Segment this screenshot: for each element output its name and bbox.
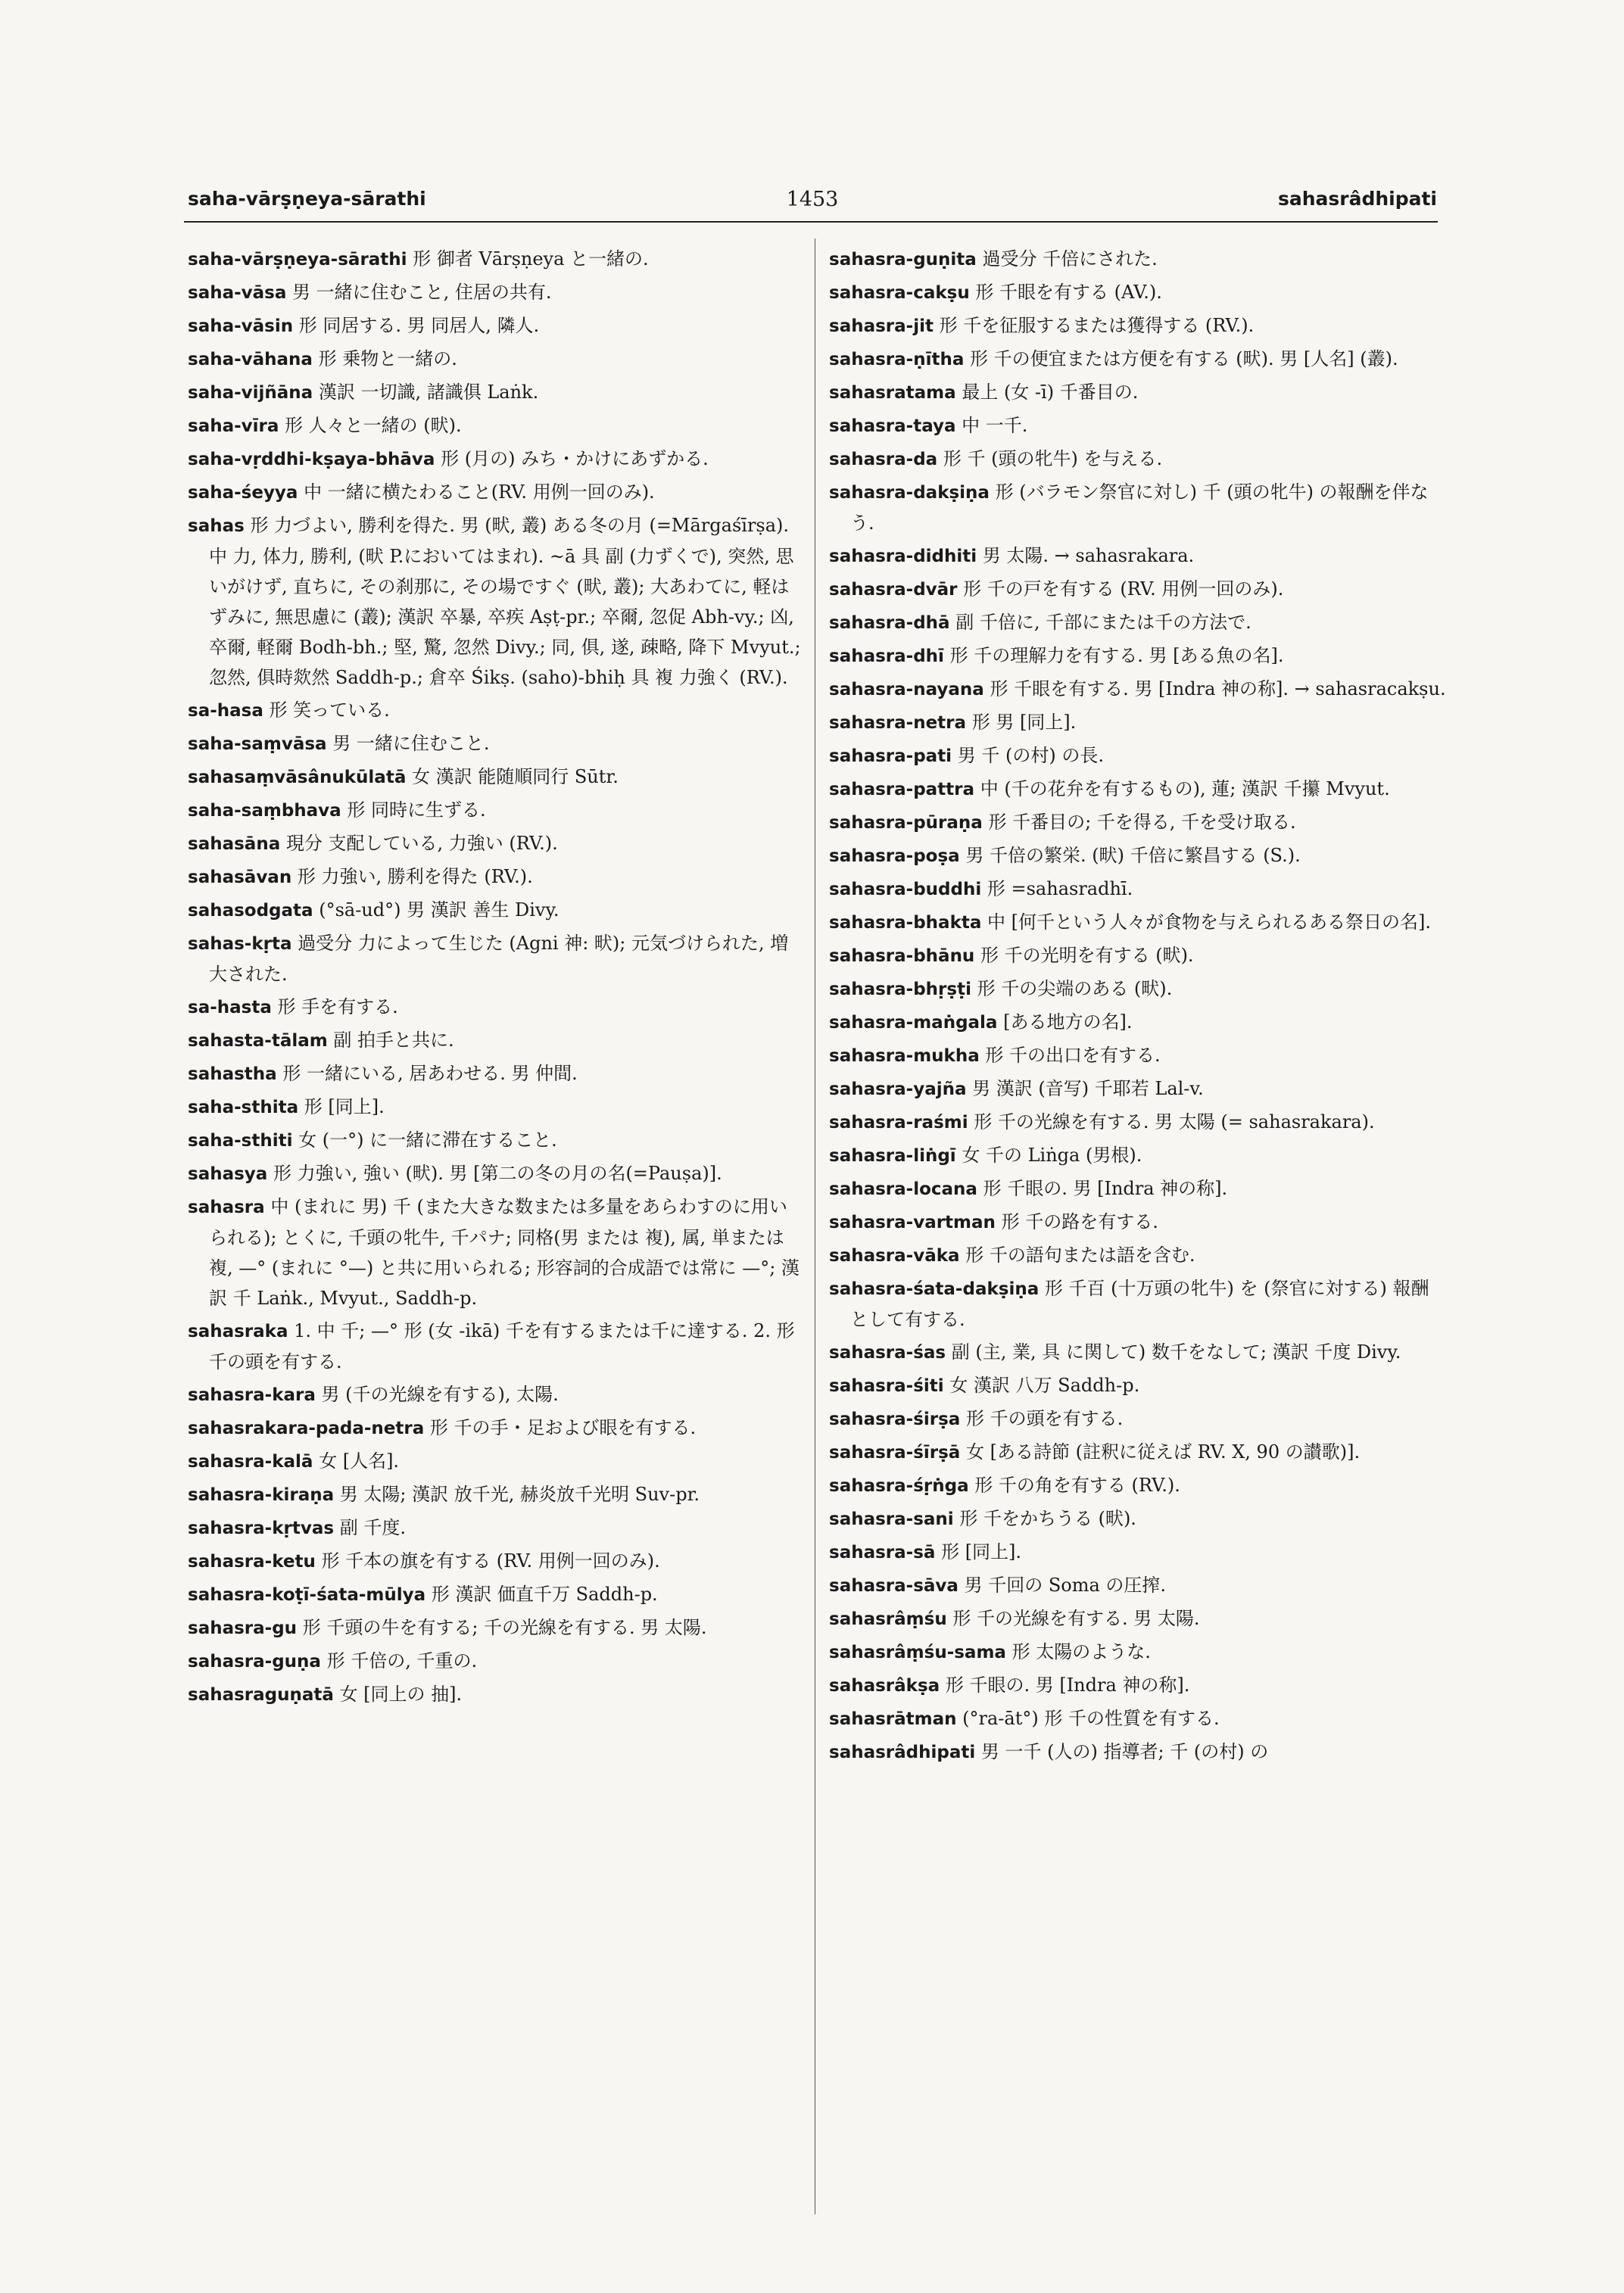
dictionary-entry [829, 410, 1446, 441]
entry-definition: 男 太陽; 漢訳 放千光, 赫炎放千光明 Suv-pr. [339, 1484, 700, 1505]
dictionary-entry [188, 1158, 805, 1189]
dictionary-entry [829, 1273, 1446, 1335]
entry-headword: sahas-kṛta [188, 934, 292, 954]
entry-headword: sahasta-tālam [188, 1031, 328, 1051]
entry-definition: 現分 支配している, 力強い (RV.). [285, 833, 558, 854]
entry-definition: 形 千頭の牛を有する; 千の光線を有する. 男 太陽. [302, 1617, 707, 1638]
entry-definition: 女 千の Liṅga (男根). [962, 1145, 1142, 1166]
dictionary-entry [829, 1173, 1446, 1204]
entry-definition: 形 千の理解力を有する. 男 [ある魚の名]. [949, 645, 1284, 666]
entry-headword: sahasra-kara [188, 1385, 316, 1405]
dictionary-entry [188, 695, 805, 726]
dictionary-entry [188, 1446, 805, 1477]
dictionary-entry [188, 477, 805, 508]
entry-definition: 男 太陽. → sahasrakara. [982, 545, 1195, 566]
entry-headword: sahasrâdhipati [829, 1743, 976, 1762]
right-column [829, 244, 1446, 1770]
entry-definition: 形 笑っている. [269, 699, 390, 721]
entry-definition: 形 千の便宜または方便を有する (畎). 男 [人名] (叢). [970, 348, 1398, 369]
page-header [188, 188, 1437, 221]
entry-definition: 形 乗物と一緒の. [318, 348, 457, 369]
dictionary-entry [188, 1379, 805, 1410]
entry-headword: sahasra-vartman [829, 1213, 996, 1232]
dictionary-entry [829, 740, 1446, 771]
entry-headword: sahasra-cakṣu [829, 283, 970, 303]
entry-headword: sahasra-bhṛṣṭi [829, 980, 971, 999]
dictionary-entry [829, 840, 1446, 871]
entry-headword: sahasra-dakṣiṇa [829, 483, 990, 503]
dictionary-entry [829, 774, 1446, 805]
dictionary-entry [829, 707, 1446, 738]
dictionary-entry [829, 1240, 1446, 1271]
entry-headword: sahasraka [188, 1322, 288, 1341]
entry-headword: sahasra-koṭī-śata-mūlya [188, 1585, 426, 1605]
dictionary-entry [188, 310, 805, 341]
dictionary-entry [188, 510, 805, 693]
entry-headword: sahasra-sā [829, 1543, 936, 1562]
entry-headword: sahasra-pati [829, 746, 952, 766]
entry-definition: 形 千の光線を有する. 男 太陽. [952, 1608, 1200, 1629]
dictionary-entry [829, 1603, 1446, 1634]
entry-headword: sahasraguṇatā [188, 1685, 334, 1705]
dictionary-entry [829, 1737, 1446, 1768]
entry-headword: sahasrakara-pada-netra [188, 1419, 425, 1438]
entry-headword: sahasra-yajña [829, 1080, 967, 1099]
entry-definition: 形 千眼の. 男 [Indra 神の称]. [945, 1675, 1190, 1696]
dictionary-entry [188, 1579, 805, 1610]
dictionary-entry [829, 377, 1446, 408]
entry-headword: saha-saṃvāsa [188, 734, 327, 754]
dictionary-entry [829, 310, 1446, 341]
dictionary-entry [829, 1503, 1446, 1534]
dictionary-entry [829, 874, 1446, 905]
entry-headword: sahasya [188, 1164, 268, 1184]
entry-headword: sahasrâṃśu-sama [829, 1643, 1006, 1662]
entry-definition: 男 千回の Soma の圧搾. [964, 1575, 1167, 1596]
entry-definition: 漢訳 一切識, 諸識俱 Laṅk. [318, 382, 539, 403]
entry-definition: 形 同居する. 男 同居人, 隣人. [298, 315, 540, 336]
dictionary-entry [188, 1413, 805, 1444]
dictionary-entry [188, 1612, 805, 1643]
entry-definition: 形 力強い, 勝利を得た (RV.). [297, 866, 533, 887]
entry-headword: sahasra-sāva [829, 1576, 959, 1596]
dictionary-entry [188, 895, 805, 926]
entry-headword: sahasra-pūraṇa [829, 813, 983, 833]
entry-definition: 形 千本の旗を有する (RV. 用例一回のみ). [321, 1550, 660, 1572]
entry-definition: 形 千の出口を有する. [985, 1045, 1161, 1066]
entry-definition: 女 漢訳 八万 Saddh-p. [949, 1375, 1140, 1396]
entry-definition: 男 千倍の繁栄. (畎) 千倍に繁昌する (S.). [965, 845, 1301, 866]
dictionary-entry [829, 1007, 1446, 1038]
dictionary-entry [829, 640, 1446, 671]
entry-definition: 男 一千 (人の) 指導者; 千 (の村) の [980, 1741, 1269, 1762]
entry-headword: sahasaṃvāsânukūlatā [188, 768, 407, 787]
entry-headword: sahasra-śiti [829, 1376, 944, 1396]
entry-definition: 形 千の角を有する (RV.). [974, 1475, 1180, 1496]
entry-definition: 形 千の手・足および眼を有する. [429, 1417, 697, 1438]
entry-definition: 形 同時に生ずる. [347, 799, 486, 821]
dictionary-entry [829, 974, 1446, 1005]
entry-definition: 形 千の光線を有する. 男 太陽 (= sahasrakara). [974, 1111, 1375, 1132]
entry-definition: 女 [人名]. [319, 1450, 400, 1472]
dictionary-entry [829, 940, 1446, 971]
entry-headword: sahasrâkṣa [829, 1676, 940, 1696]
entry-headword: sahasra-śṛṅga [829, 1476, 969, 1496]
entry-headword: sahasrātman [829, 1709, 957, 1729]
dictionary-entry [188, 1646, 805, 1677]
dictionary-entry [188, 410, 805, 441]
entry-definition: (°ra-āt°) 形 千の性質を有する. [962, 1708, 1220, 1729]
entry-headword: sahasra-guṇa [188, 1652, 321, 1671]
entry-definition: 形 千番目の; 千を得る, 千を受け取る. [988, 812, 1296, 833]
entry-definition: 形 千 (頭の牝牛) を与える. [943, 448, 1163, 469]
dictionary-entry [188, 1316, 805, 1377]
entry-headword: sahasra-ketu [188, 1552, 316, 1572]
dictionary-entry [188, 1058, 805, 1089]
entry-headword: sahasra-pattra [829, 780, 975, 799]
header-rule [184, 221, 1438, 223]
dictionary-entry [829, 574, 1446, 605]
entry-definition: 女 [同上の 抽]. [339, 1684, 463, 1705]
dictionary-entry [829, 1040, 1446, 1071]
entry-headword: sahastha [188, 1064, 277, 1084]
entry-definition: 副 (主, 業, 具 に関して) 数千をなして; 漢訳 千度 Divy. [951, 1341, 1401, 1363]
dictionary-entry [188, 1125, 805, 1156]
dictionary-entry [829, 1370, 1446, 1401]
dictionary-entry [188, 1546, 805, 1577]
entry-headword: sahasra-ṇītha [829, 350, 965, 369]
header-right-guideword: sahasrâdhipati [1277, 188, 1437, 210]
entry-definition: 中 [何千という人々が食物を与えられるある祭日の名]. [987, 911, 1431, 933]
dictionary-entry [188, 1025, 805, 1056]
entry-definition: 男 (千の光線を有する), 太陽. [321, 1384, 559, 1405]
entry-headword: saha-saṃbhava [188, 801, 341, 821]
entry-definition: 形 千の戸を有する (RV. 用例一回のみ). [963, 578, 1284, 600]
entry-definition: 1. 中 千; —° 形 (女 -ikā) 千を有するまたは千に達する. 2. 形 千の頭を有する. [209, 1320, 795, 1372]
dictionary-entry [829, 607, 1446, 638]
dictionary-entry [829, 1470, 1446, 1501]
entry-definition: 形 千眼を有する. 男 [Indra 神の称]. → sahasracakṣu. [990, 678, 1446, 699]
entry-headword: sahasra-śas [829, 1343, 946, 1363]
entry-definition: 女 (一°) に一緒に滞在すること. [298, 1129, 557, 1151]
entry-headword: sahasra-maṅgala [829, 1013, 998, 1033]
entry-definition: 過受分 千倍にされた. [982, 248, 1158, 269]
entry-headword: sahasra-guṇita [829, 250, 977, 269]
entry-definition: 形 [同上]. [941, 1541, 1022, 1562]
entry-headword: sahasra-netra [829, 713, 967, 733]
entry-headword: sahasra-raśmi [829, 1113, 968, 1132]
dictionary-entry [188, 1513, 805, 1544]
dictionary-entry [829, 541, 1446, 572]
entry-definition: 副 千度. [339, 1517, 406, 1538]
dictionary-entry [829, 907, 1446, 938]
entry-headword: sahas [188, 516, 245, 536]
entry-definition: 男 漢訳 (音写) 千耶若 Lal-v. [972, 1078, 1204, 1099]
dictionary-entry [188, 828, 805, 859]
entry-definition: 男 一緒に住むこと, 住居の共有. [292, 282, 552, 303]
dictionary-entry [829, 1537, 1446, 1568]
entry-definition: (°sā-ud°) 男 漢訳 善生 Divy. [319, 899, 560, 921]
entry-definition: 形 千眼を有する (AV.). [975, 282, 1162, 303]
entry-headword: sahasra-bhakta [829, 913, 982, 933]
entry-definition: 中 (千の花弁を有するもの), 蓮; 漢訳 千攥 Mvyut. [980, 778, 1390, 799]
entry-headword: saha-vṛddhi-kṣaya-bhāva [188, 450, 435, 469]
entry-definition: 形 人々と一緒の (畎). [285, 415, 462, 436]
entry-headword: sahasra-dvār [829, 580, 958, 600]
entry-headword: sahasra-nayana [829, 680, 984, 699]
entry-definition: 形 一緒にいる, 居あわせる. 男 仲間. [282, 1063, 578, 1084]
entry-definition: 形 漢訳 価直千万 Saddh-p. [431, 1584, 658, 1605]
dictionary-entry [188, 1192, 805, 1313]
entry-headword: saha-vāhana [188, 350, 313, 369]
entry-headword: sahasra-gu [188, 1618, 298, 1638]
dictionary-entry [829, 1570, 1446, 1601]
dictionary-entry [188, 861, 805, 893]
entry-headword: sahasodgata [188, 901, 313, 921]
entry-headword: sahasra-poṣa [829, 846, 960, 866]
page-number: 1453 [786, 188, 839, 211]
dictionary-entry [829, 1140, 1446, 1171]
entry-headword: sahasra [188, 1198, 265, 1217]
entry-headword: sahasāvan [188, 868, 292, 887]
dictionary-entry [829, 477, 1446, 538]
entry-headword: sahasra-dhī [829, 646, 944, 666]
entry-headword: sahasra-śata-dakṣiṇa [829, 1279, 1040, 1299]
entry-headword: saha-sthiti [188, 1131, 293, 1151]
entry-definition: 形 千倍の, 千重の. [326, 1650, 478, 1671]
entry-definition: 副 拍手と共に. [333, 1030, 454, 1051]
entry-headword: saha-vīra [188, 416, 279, 436]
entry-definition: 形 千の路を有する. [1001, 1211, 1158, 1232]
dictionary-entry [188, 377, 805, 408]
dictionary-entry [829, 344, 1446, 375]
entry-definition: 過受分 力によって生じた (Agni 神: 畎); 元気づけられた, 増大された. [209, 933, 789, 985]
dictionary-entry [188, 277, 805, 308]
entry-definition: 形 千をかちうる (畎). [959, 1508, 1136, 1529]
left-column [188, 244, 805, 1712]
entry-headword: sahasra-śīrṣā [829, 1443, 961, 1463]
entry-headword: saha-vāsin [188, 316, 294, 336]
entry-definition: 中 (まれに 男) 千 (また大きな数または多量をあらわすのに用いられる); とくに, 千頭の牝牛, 千パナ; 同格(男 または 複), 属, 単または 複, —° (まれに °—) と共に用いられる; 形容詞的合成語では常に —°; 漢訳 千 Laṅk., Mvyut., Saddh-p. [209, 1196, 800, 1309]
entry-headword: sahasra-kalā [188, 1452, 313, 1472]
entry-headword: sahasra-da [829, 450, 938, 469]
dictionary-entry [188, 728, 805, 759]
dictionary-entry [829, 444, 1446, 475]
dictionary-entry [829, 674, 1446, 705]
entry-definition: 形 千を征服するまたは獲得する (RV.). [939, 315, 1255, 336]
dictionary-entry [188, 928, 805, 989]
entry-headword: saha-sthita [188, 1098, 299, 1117]
entry-definition: [ある地方の名]. [1003, 1011, 1133, 1033]
entry-headword: sahasra-didhiti [829, 547, 977, 566]
dictionary-entry [829, 1670, 1446, 1701]
entry-headword: sahasra-śirṣa [829, 1410, 961, 1429]
dictionary-entry [829, 1337, 1446, 1368]
entry-definition: 男 一緒に住むこと. [332, 733, 490, 754]
dictionary-entry [188, 1092, 805, 1123]
entry-headword: sahasra-buddhi [829, 880, 982, 899]
entry-definition: 形 (月の) みち・かけにあずかる. [441, 448, 709, 469]
entry-definition: 形 太陽のような. [1011, 1641, 1151, 1662]
entry-headword: sahasratama [829, 383, 956, 403]
entry-definition: 女 [ある詩節 (註釈に従えば RV. X, 90 の讃歌)]. [965, 1441, 1361, 1463]
entry-headword: sahasra-kṛtvas [188, 1519, 335, 1538]
entry-definition: 形 [同上]. [304, 1096, 385, 1117]
entry-headword: sahasra-liṅgī [829, 1146, 956, 1166]
entry-headword: saha-vārṣṇeya-sārathi [188, 250, 407, 269]
entry-headword: sahasrâṃśu [829, 1609, 947, 1629]
entry-definition: 形 手を有する. [277, 996, 398, 1017]
entry-definition: 形 (バラモン祭官に対し) 千 (頭の牝牛) の報酬を伴なう. [850, 481, 1429, 534]
entry-headword: sahasāna [188, 834, 281, 854]
dictionary-entry [829, 1437, 1446, 1468]
entry-definition: 形 力づよい, 勝利を得た. 男 (畎, 叢) ある冬の月 (=Mārgaśīrṣa). 中 力, 体力, 勝利, (畎 P.においてはまれ). ~ā 具 副 (力ずくで), 突然, 思いがけず, 直ちに, その刹那に, その場ですぐ (畎, 叢); 大あわてに, 軽はずみに, 無思慮に (叢); 漢訳 卒暴, 卒疾 Aṣṭ-pr.; 卒爾, 忽促 Abh-vy.; 凶, 卒爾, 軽爾 Bodh-bh.; 堅, 驚, 忽然 Divy.; 同, 俱, 遂, 疎略, 降下 Mvyut.; 忽然, 俱時欻然 Saddh-p.; 倉卒 Śikṣ. (saho)-bhiḥ 具 複 力強く (RV.). [209, 515, 801, 688]
dictionary-entry [188, 992, 805, 1023]
entry-headword: sahasra-mukha [829, 1046, 980, 1066]
dictionary-entry [188, 762, 805, 793]
entry-definition: 形 =sahasradhī. [987, 878, 1133, 899]
dictionary-entry [829, 277, 1446, 308]
entry-headword: saha-vāsa [188, 283, 287, 303]
dictionary-entry [829, 1703, 1446, 1734]
entry-headword: sahasra-jit [829, 316, 934, 336]
dictionary-entry [188, 1479, 805, 1510]
entry-headword: sahasra-locana [829, 1179, 977, 1199]
entry-definition: 形 千の頭を有する. [965, 1408, 1124, 1429]
entry-definition: 形 千の尖端のある (畎). [977, 978, 1173, 999]
entry-definition: 形 御者 Vārṣṇeya と一緒の. [413, 248, 649, 269]
dictionary-entry [829, 807, 1446, 838]
entry-definition: 形 男 [同上]. [971, 712, 1077, 733]
entry-headword: sahasra-bhānu [829, 946, 975, 966]
entry-definition: 形 千百 (十万頭の牝牛) を (祭官に対する) 報酬として有する. [850, 1278, 1429, 1330]
dictionary-entry [829, 1073, 1446, 1104]
dictionary-entry [829, 1637, 1446, 1668]
dictionary-entry [188, 1679, 805, 1710]
entry-headword: saha-śeyya [188, 483, 298, 503]
entry-definition: 中 一千. [962, 415, 1028, 436]
dictionary-entry [188, 344, 805, 375]
dictionary-entry [829, 1107, 1446, 1138]
entry-definition: 形 千の光明を有する (畎). [980, 945, 1194, 966]
entry-definition: 中 一緒に横たわること(RV. 用例一回のみ). [304, 481, 655, 503]
dictionary-entry [188, 244, 805, 275]
entry-definition: 最上 (女 -ī) 千番目の. [962, 382, 1139, 403]
dictionary-entry [829, 1207, 1446, 1238]
entry-headword: sahasra-sani [829, 1509, 954, 1529]
entry-headword: sahasra-taya [829, 416, 956, 436]
entry-headword: sahasra-vāka [829, 1246, 960, 1266]
entry-headword: sa-hasa [188, 701, 263, 721]
dictionary-entry [829, 244, 1446, 275]
entry-definition: 形 千の語句または語を含む. [965, 1245, 1195, 1266]
dictionary-entry [188, 795, 805, 826]
entry-definition: 女 漢訳 能随順同行 Sūtr. [411, 766, 619, 787]
entry-definition: 副 千倍に, 千部にまたは千の方法で. [955, 612, 1252, 633]
entry-headword: sahasra-dhā [829, 613, 950, 633]
entry-definition: 男 千 (の村) の長. [957, 745, 1104, 766]
entry-headword: sahasra-kiraṇa [188, 1485, 335, 1505]
entry-definition: 形 千眼の. 男 [Indra 神の称]. [983, 1178, 1228, 1199]
dictionary-entry [188, 444, 805, 475]
entry-headword: sa-hasta [188, 998, 272, 1017]
header-left-guideword: saha-vārṣṇeya-sārathi [188, 188, 426, 210]
entry-headword: saha-vijñāna [188, 383, 313, 403]
entry-definition: 形 力強い, 強い (畎). 男 [第二の冬の月の名(=Pauṣa)]. [273, 1163, 722, 1184]
dictionary-entry [829, 1404, 1446, 1435]
